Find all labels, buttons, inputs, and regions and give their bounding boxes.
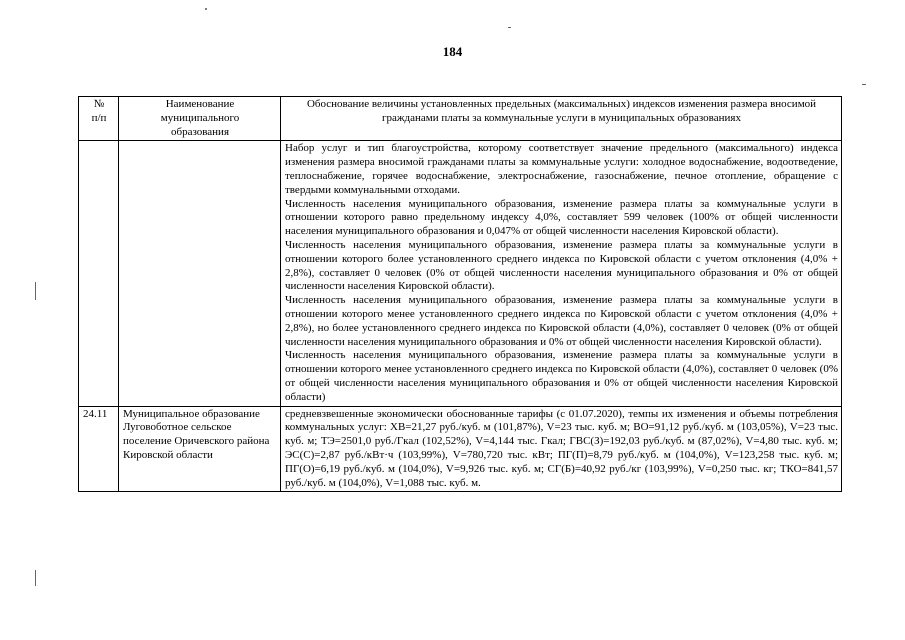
- header-number: № п/п: [79, 97, 119, 141]
- page-number: 184: [442, 44, 463, 59]
- scan-edge-mark: [35, 282, 36, 300]
- row-number-cell: [79, 141, 119, 406]
- table-row: [79, 406, 842, 492]
- row-justification-cell: средневзвешенные экономически обоснованные тарифы (с 01.07.2020), темпы их изменения и объемы потребления коммунальных услуг: ХВ=21,27 руб./куб. м (101,87%), V=23 тыс. куб. м; ВО=91,12 руб./куб. м (103,05%), V=23 тыс. куб. м; ТЭ=2501,0 руб./Гкал (102,52%), V=4,144 тыс. Гкал; ГВС(З)=192,03 руб./куб. м (87,02%), V=4,80 тыс. куб. м; ЭС(С)=2,87 руб./кВт·ч (103,99%), V=780,720 тыс. кВт; ПГ(П)=8,79 руб./куб. м (104,0%), V=123,258 тыс. куб. м; ПГ(О)=6,19 руб./куб. м (104,0%), V=9,926 тыс. куб. м; СГ(Б)=40,92 руб./кг (103,99%), V=0,250 тыс. кг; ТКО=841,57 руб./куб. м (104,0%), V=1,088 тыс. куб. м.: [281, 406, 842, 492]
- header-justification: Обоснование величины установленных предельных (максимальных) индексов изменения размера вносимой гражданами платы за коммунальные услуги в муниципальных образованиях: [281, 97, 842, 141]
- scan-speck: [862, 84, 866, 85]
- paragraph: Набор услуг и тип благоустройства, которому соответствует значение предельного (максимального) индекса изменения размера вносимой гражданами платы за коммунальные услуги: холодное водоснабжение, водоотведение, теплоснабжение, горячее водоснабжение, электроснабжение, газоснабжение, печное отопление, обращение с твердыми коммунальными отходами.: [285, 142, 838, 196]
- row-name-cell: Муниципальное образование Луговоботное сельское поселение Оричевского района Кировской области: [119, 406, 281, 492]
- paragraph: Численность населения муниципального образования, изменение размера платы за коммунальные услуги в отношении которого равно предельному индексу 4,0%, составляет 599 человек (100% от общей численности населения муниципального образования и 0,047% от общей численности населения Кировской области).: [285, 197, 838, 238]
- paragraph: Численность населения муниципального образования, изменение размера платы за коммунальные услуги в отношении которого более установленного среднего индекса по Кировской области с учетом отклонения (4,0% + 2,8%), составляет 0 человек (0% от общей численности населения муниципального образования и 0% от общей численности населения Кировской области).: [285, 238, 838, 293]
- scan-speck: [205, 8, 207, 10]
- scan-edge-mark: [35, 570, 36, 586]
- table-row: [79, 141, 842, 406]
- row-justification-cell: [281, 141, 842, 406]
- header-municipality: Наименование муниципального образования: [119, 97, 281, 141]
- paragraph: Численность населения муниципального образования, изменение размера платы за коммунальные услуги в отношении которого менее установленного среднего индекса по Кировской области (4,0%), составляет 0 человек (0% от общей численности населения муниципального образования и 0% от общей численности населения Кировской области): [285, 349, 838, 403]
- row-number-cell: 24.11: [79, 406, 119, 492]
- row-name-cell: [119, 141, 281, 406]
- scan-speck: [508, 27, 511, 28]
- table-header-row: [79, 97, 842, 141]
- justification-table: [78, 96, 842, 492]
- paragraph: Численность населения муниципального образования, изменение размера платы за коммунальные услуги в отношении которого менее установленного среднего индекса по Кировской области с учетом отклонения (4,0% + 2,8%), но более установленного среднего индекса по Кировской области (4,0%), составляет 0 человек (0% от общей численности населения муниципального образования и 0% от общей численности населения Кировской области).: [285, 294, 838, 348]
